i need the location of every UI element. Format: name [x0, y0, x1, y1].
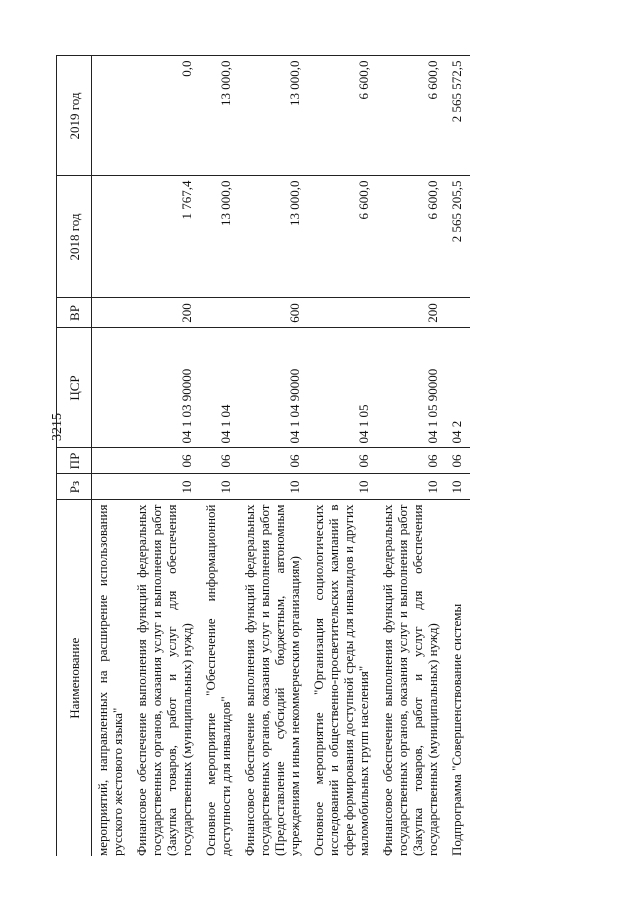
row-vr	[308, 298, 377, 328]
row-rz: 10	[308, 474, 377, 500]
header-csr: ЦСР	[57, 328, 92, 448]
row-vr	[92, 298, 132, 328]
row-pr: 06	[239, 448, 308, 474]
header-row	[57, 56, 92, 856]
row-vr: 600	[239, 298, 308, 328]
row-2018: 6 600,0	[377, 176, 446, 298]
table-header	[57, 56, 92, 856]
row-pr: 06	[131, 448, 200, 474]
row-name: Финансовое обеспечение выполнения функций федеральных государственных органов, оказания услуг и выполнения работ (Закупка товаров, работ и услуг для обеспечения государственных (муниципальных) нужд)	[377, 500, 446, 856]
row-2019: 2 565 572,5	[446, 56, 470, 176]
row-pr: 06	[446, 448, 470, 474]
budget-table-container	[56, 56, 470, 856]
header-rz: Рз	[57, 474, 92, 500]
row-name: Финансовое обеспечение выполнения функций федеральных государственных органов, оказания услуг и выполнения работ (Предоставление субсидий бюджетным, автономным учреждениям и иным некоммерческим организациям)	[239, 500, 308, 856]
row-csr: 04 1 04 90000	[239, 328, 308, 448]
table-row	[308, 56, 377, 856]
row-pr: 06	[377, 448, 446, 474]
header-2019: 2019 год	[57, 56, 92, 176]
row-csr: 04 1 04	[200, 328, 239, 448]
row-vr: 200	[377, 298, 446, 328]
row-pr: 06	[308, 448, 377, 474]
row-2018: 6 600,0	[308, 176, 377, 298]
row-rz: 10	[446, 474, 470, 500]
row-name: Финансовое обеспечение выполнения функций федеральных государственных органов, оказания услуг и выполнения работ (Закупка товаров, работ и услуг для обеспечения государственных (муниципальных) нужд)	[131, 500, 200, 856]
row-2018: 1 767,4	[131, 176, 200, 298]
row-pr: 06	[200, 448, 239, 474]
header-2018: 2018 год	[57, 176, 92, 298]
row-csr: 04 1 05	[308, 328, 377, 448]
row-rz: 10	[131, 474, 200, 500]
row-csr	[92, 328, 132, 448]
row-2019: 0,0	[131, 56, 200, 176]
row-name: Подпрограмма "Совершенствование системы	[446, 500, 470, 856]
table-body	[92, 56, 471, 856]
row-2019: 13 000,0	[239, 56, 308, 176]
row-2018: 13 000,0	[200, 176, 239, 298]
row-rz: 10	[239, 474, 308, 500]
row-csr: 04 2	[446, 328, 470, 448]
header-pr: ПР	[57, 448, 92, 474]
row-2019: 13 000,0	[200, 56, 239, 176]
table-row	[377, 56, 446, 856]
row-pr	[92, 448, 132, 474]
page-number: 3215	[50, 413, 65, 441]
row-name: Основное мероприятие "Обеспечение информационной доступности для инвалидов"	[200, 500, 239, 856]
row-2019: 6 600,0	[308, 56, 377, 176]
row-vr: 200	[131, 298, 200, 328]
row-2018	[92, 176, 132, 298]
budget-table	[56, 56, 470, 857]
table-row	[239, 56, 308, 856]
row-2019	[92, 56, 132, 176]
header-vr: ВР	[57, 298, 92, 328]
row-rz: 10	[377, 474, 446, 500]
table-row	[446, 56, 470, 856]
row-2019: 6 600,0	[377, 56, 446, 176]
row-name: Основное мероприятие "Организация социологических исследований и общественно-просветительских кампаний в сфере формирования доступной среды для инвалидов и других маломобильных групп населения"	[308, 500, 377, 856]
row-2018: 2 565 205,5	[446, 176, 470, 298]
row-vr	[446, 298, 470, 328]
row-rz: 10	[200, 474, 239, 500]
row-rz	[92, 474, 132, 500]
row-name: мероприятий, направленных на расширение использования русского жестового языка"	[92, 500, 132, 856]
row-csr: 04 1 03 90000	[131, 328, 200, 448]
row-2018: 13 000,0	[239, 176, 308, 298]
table-row	[131, 56, 200, 856]
row-vr	[200, 298, 239, 328]
row-csr: 04 1 05 90000	[377, 328, 446, 448]
table-row	[92, 56, 132, 856]
table-row	[200, 56, 239, 856]
header-name: Наименование	[57, 500, 92, 856]
